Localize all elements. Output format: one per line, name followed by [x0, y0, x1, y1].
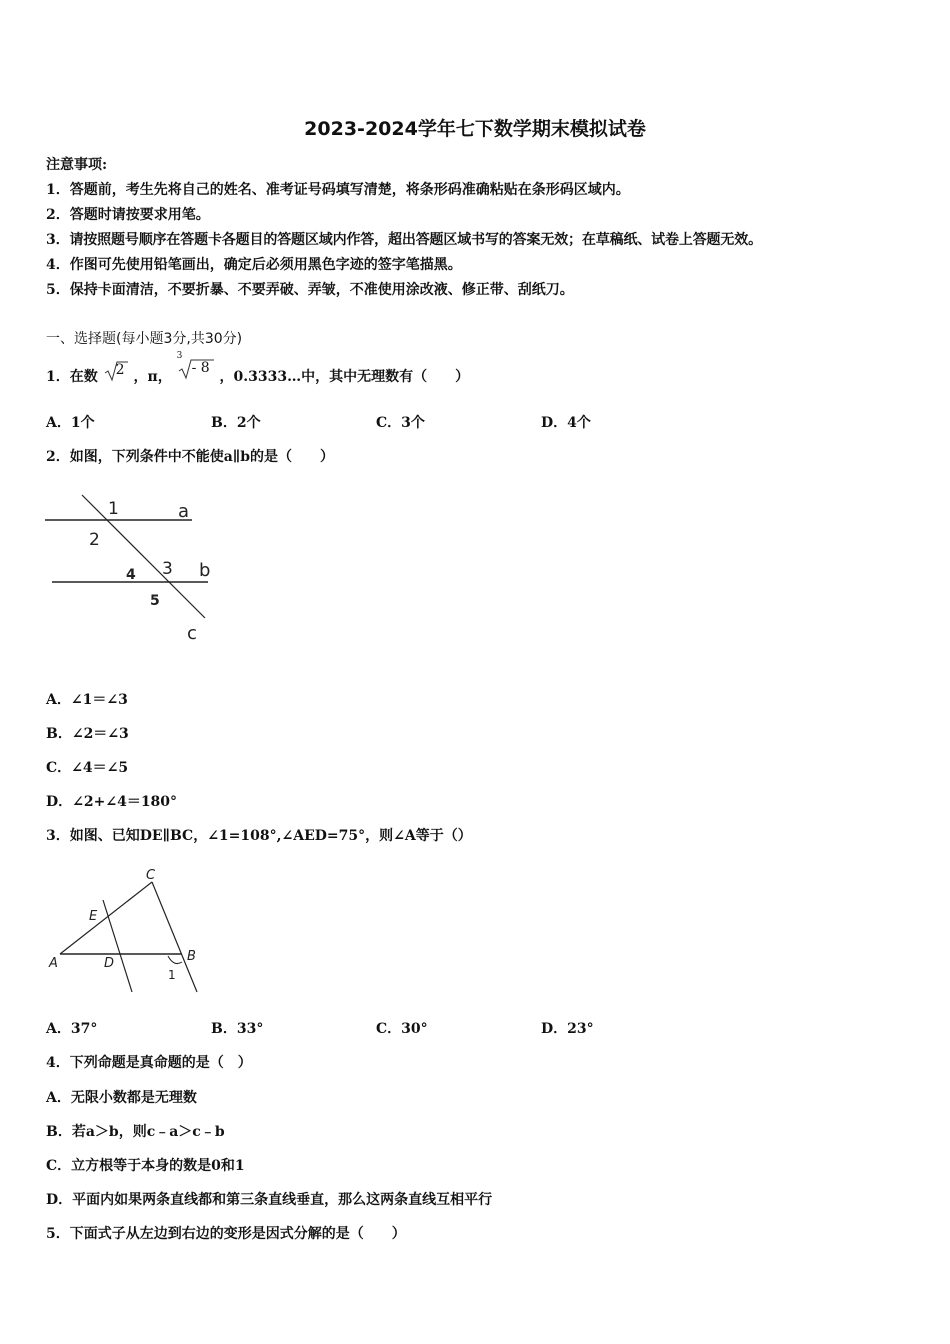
point-label-c: C [146, 868, 156, 883]
cbrt-value: - 8 [191, 360, 210, 376]
question-5: 5．下面式子从左边到右边的变形是因式分解的是（ ） [46, 1226, 406, 1242]
q1-sep: ，π， [133, 369, 172, 385]
sqrt-value: 2 [115, 362, 125, 378]
q2-option-b[interactable]: B．∠2＝∠3 [46, 726, 129, 742]
q1-prefix: 1．在数 [46, 369, 98, 385]
q4-option-b[interactable]: B．若a＞b，则c﹣a＞c﹣b [46, 1124, 225, 1140]
q1-option-b[interactable]: B．2个 [211, 415, 261, 431]
question-4: 4．下列命题是真命题的是（ ） [46, 1055, 252, 1071]
q3-option-b[interactable]: B．33° [211, 1021, 264, 1037]
angle-label-5: 5 [150, 593, 160, 609]
line-label-b: b [199, 560, 211, 581]
q1-option-a[interactable]: A．1个 [46, 415, 95, 431]
q3-option-c[interactable]: C．30° [376, 1021, 428, 1037]
q1-option-c[interactable]: C．3个 [376, 415, 425, 431]
q3-figure [40, 862, 215, 997]
notice-item: 2．答题时请按要求用笔。 [46, 207, 210, 223]
point-label-a: A [49, 956, 58, 971]
notice-item: 1．答题前，考生先将自己的姓名、准考证号码填写清楚，将条形码准确粘贴在条形码区域内。 [46, 182, 630, 198]
notice-item: 4．作图可先使用铅笔画出，确定后必须用黑色字迹的签字笔描黑。 [46, 257, 462, 273]
q2-option-a[interactable]: A．∠1＝∠3 [46, 692, 128, 708]
question-1 [46, 351, 470, 388]
angle-label-1: 1 [168, 968, 176, 982]
point-label-e: E [89, 909, 98, 924]
q2-option-d[interactable]: D．∠2+∠4＝180° [46, 794, 178, 810]
sqrt-expression [103, 360, 129, 382]
notice-item: 3．请按照题号顺序在答题卡各题目的答题区域内作答，超出答题区域书写的答案无效；在草稿纸、试卷上答题无效。 [46, 232, 762, 248]
q2-figure [40, 490, 220, 645]
line-label-a: a [178, 501, 190, 522]
point-label-b: B [187, 949, 196, 964]
cbrt-expression [176, 351, 215, 380]
question-2: 2．如图，下列条件中不能使a∥b的是（ ） [46, 449, 335, 465]
section-heading: 一、选择题(每小题3分,共30分) [46, 331, 243, 347]
angle-label-1: 1 [108, 499, 119, 519]
cbrt-index: 3 [176, 351, 183, 361]
angle-label-3: 3 [162, 559, 173, 579]
angle-label-4: 4 [126, 567, 136, 583]
line-label-c: c [187, 623, 197, 644]
q2-option-c[interactable]: C．∠4＝∠5 [46, 760, 129, 776]
point-label-d: D [104, 956, 115, 971]
q4-option-d[interactable]: D．平面内如果两条直线都和第三条直线垂直，那么这两条直线互相平行 [46, 1192, 493, 1208]
segment-de-extended [103, 900, 132, 992]
angle-arc-icon [168, 956, 182, 964]
q4-option-a[interactable]: A．无限小数都是无理数 [46, 1090, 197, 1106]
q1-option-d[interactable]: D．4个 [541, 415, 591, 431]
question-3: 3．如图、已知DE∥BC，∠1=108°,∠AED=75°，则∠A等于（） [46, 828, 472, 844]
segment-ac [60, 882, 152, 954]
q4-option-c[interactable]: C．立方根等于本身的数是0和1 [46, 1158, 245, 1174]
q3-option-a[interactable]: A．37° [46, 1021, 98, 1037]
q1-suffix: ，0.3333…中，其中无理数有（ ） [219, 369, 470, 385]
page-title: 2023-2024学年七下数学期末模拟试卷 [304, 118, 646, 140]
angle-label-2: 2 [89, 530, 100, 550]
q3-option-d[interactable]: D．23° [541, 1021, 594, 1037]
notice-heading: 注意事项: [46, 157, 108, 173]
notice-item: 5．保持卡面清洁，不要折暴、不要弄破、弄皱，不准使用涂改液、修正带、刮纸刀。 [46, 282, 574, 298]
